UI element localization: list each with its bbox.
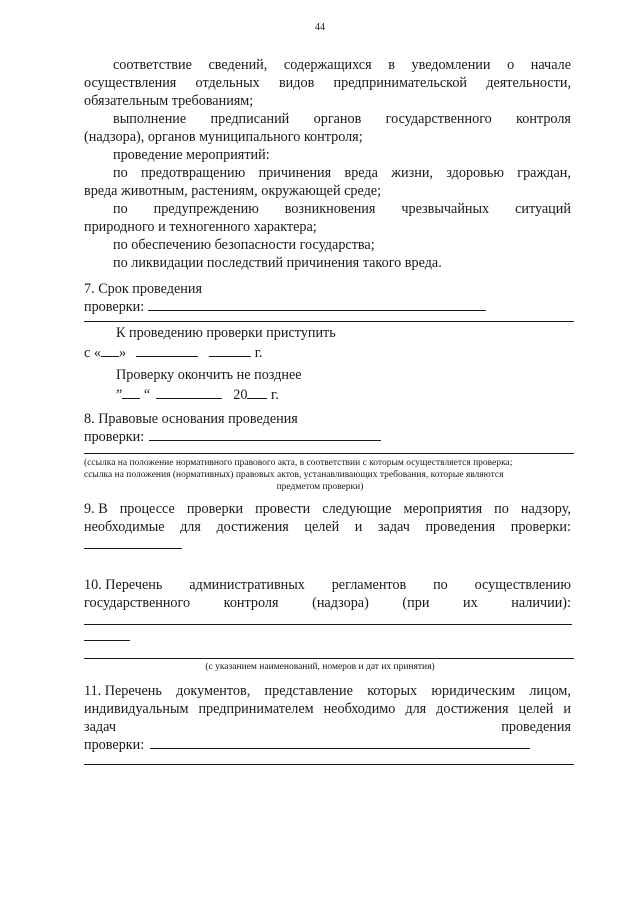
intro-line-6: проведение мероприятий: [113, 147, 270, 163]
s10-line-2: государственного контроля (надзора) (при их наличии): [84, 595, 571, 611]
s7-start-label: К проведению проверки приступить [116, 325, 336, 341]
intro-line-9: по предупреждению возникновения чрезвычайных ситуаций [113, 201, 571, 217]
start-day-field[interactable] [101, 342, 119, 357]
s8-label: проверки: [84, 429, 145, 445]
start-month-field[interactable] [136, 342, 198, 357]
s11-label: проверки: [84, 737, 145, 753]
s9-field-line[interactable] [84, 548, 182, 549]
s7-field-line-2[interactable] [84, 321, 574, 322]
s11-field-line[interactable] [150, 748, 530, 749]
s9-line-1: 9. В процессе проверки провести следующие мероприятия по надзору, [84, 501, 571, 517]
s8-note-2: ссылка на положения (нормативных) правовых актов, устанавливающих требования, которые являются [84, 470, 504, 480]
s11-field-line-2[interactable] [84, 764, 574, 765]
s10-field-line-2[interactable] [84, 640, 130, 641]
intro-line-8: вреда животным, растениям, окружающей среде; [84, 183, 382, 199]
s11-line-2: индивидуальным предпринимателем необходимо для достижения целей и [84, 701, 571, 717]
end-year-field[interactable] [247, 384, 267, 399]
s7-start-date: с « » г. [84, 342, 262, 362]
s7-title: 7. Срок проведения [84, 281, 203, 297]
intro-line-2: осуществления отдельных видов предпринимательской деятельности, [84, 75, 571, 91]
s7-field-line[interactable] [148, 310, 486, 311]
end-day-field[interactable] [122, 384, 140, 399]
s11-line-3: задач проведения [84, 719, 571, 735]
s10-field-line-3[interactable] [84, 658, 574, 659]
end-month-field[interactable] [156, 384, 222, 399]
s8-note-1: (ссылка на положение нормативного правового акта, в соответствии с которым осуществляется проверка; [84, 458, 513, 468]
s8-note-3: предметом проверки) [276, 482, 364, 492]
intro-line-12: по ликвидации последствий причинения такого вреда. [113, 255, 442, 271]
page-number: 44 [315, 22, 325, 33]
intro-line-5: (надзора), органов муниципального контроля; [84, 129, 363, 145]
s7-end-date: ” “ 20 г. [116, 384, 279, 404]
s7-end-label: Проверку окончить не позднее [116, 367, 302, 383]
intro-line-10: природного и техногенного характера; [84, 219, 317, 235]
intro-line-11: по обеспечению безопасности государства; [113, 237, 375, 253]
s10-field-line-1[interactable] [84, 624, 572, 625]
s9-line-2: необходимые для достижения целей и задач проведения проверки: [84, 519, 571, 535]
s10-line-1: 10. Перечень административных регламентов по осуществлению [84, 577, 571, 593]
intro-line-4: выполнение предписаний органов государственного контроля [113, 111, 571, 127]
intro-line-3: обязательным требованиям; [84, 93, 254, 109]
start-year-field[interactable] [209, 342, 251, 357]
intro-line-1: соответствие сведений, содержащихся в уведомлении о начале [113, 57, 571, 73]
s11-line-1: 11. Перечень документов, представление которых юридическим лицом, [84, 683, 571, 699]
s8-field-line-2[interactable] [84, 453, 574, 454]
intro-line-7: по предотвращению причинения вреда жизни, здоровью граждан, [113, 165, 571, 181]
s8-field-line[interactable] [149, 440, 381, 441]
s8-title: 8. Правовые основания проведения [84, 411, 298, 427]
s7-label: проверки: [84, 299, 145, 315]
s10-note: (с указанием наименований, номеров и дат их принятия) [205, 662, 435, 672]
